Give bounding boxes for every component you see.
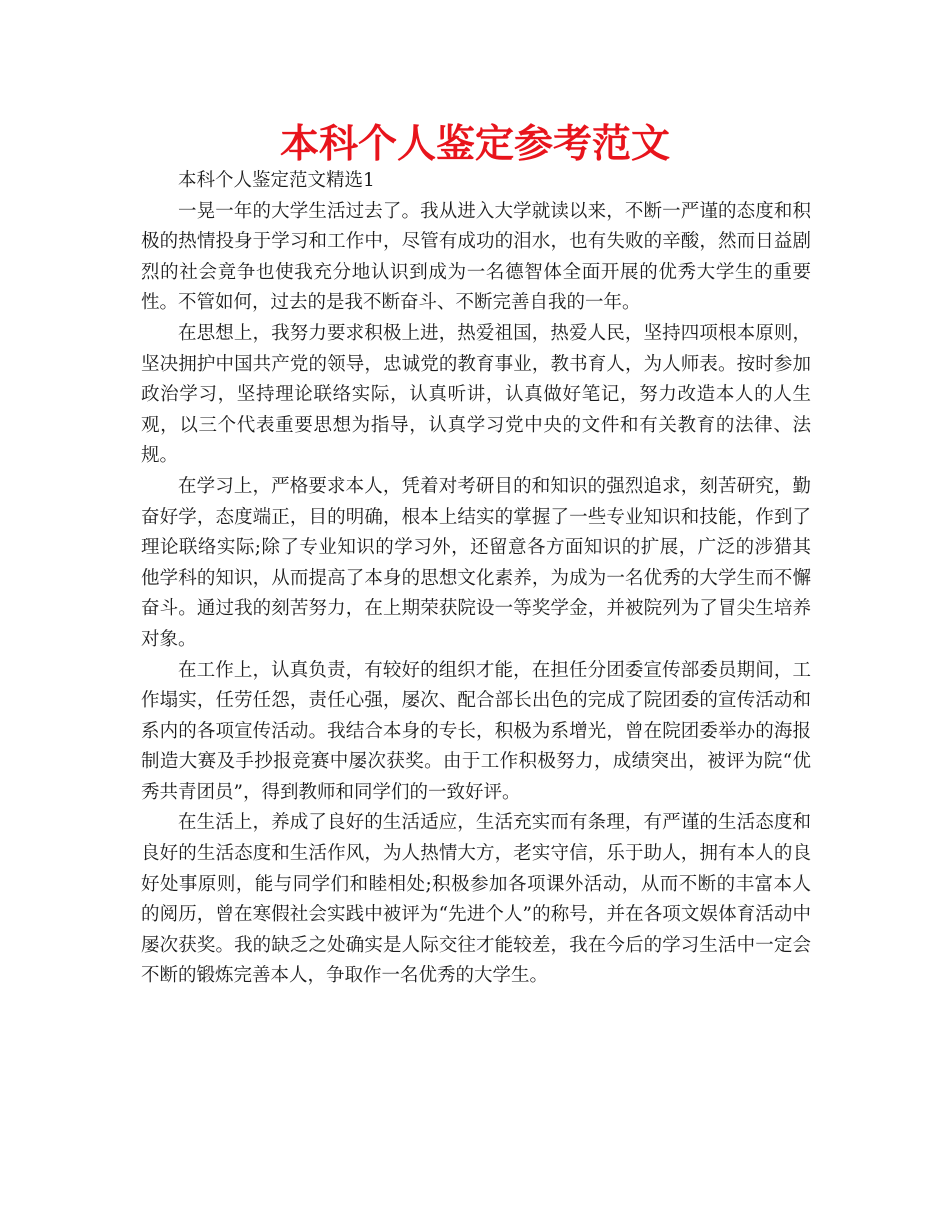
paragraph-intro: 一晃一年的大学生活过去了。我从进入大学就读以来，不断一严谨的态度和积极的热情投身于学习和工作中，尽管有成功的泪水，也有失败的辛酸，然而日益剧烈的社会竟争也使我充分地认识到成为一名德智体全面开展的优秀大学生的重要性。不管如何，过去的是我不断奋斗、不断完善自我的一年。 bbox=[141, 200, 811, 314]
paragraph-work: 在工作上，认真负责，有较好的组织才能，在担任分团委宣传部委员期间，工作塌实，任劳任怨，责任心强，屡次、配合部长出色的完成了院团委的宣传活动和系内的各项宣传活动。我结合本身的专长，积极为系增光，曾在院团委举办的海报制造大赛及手抄报竞赛中屡次获奖。由于工作积极努力，成绩突出，被评为院“优秀共青团员”，得到教师和同学们的一致好评。 bbox=[141, 659, 811, 803]
document-title: 本科个人鉴定参考范文 bbox=[279, 122, 670, 167]
paragraph-life: 在生活上，养成了良好的生活适应，生活充实而有条理，有严谨的生活态度和良好的生活态度和生活作风，为人热情大方，老实守信，乐于助人，拥有本人的良好处事原则，能与同学们和睦相处;积极参加各项课外活动，从而不断的丰富本人的阅历，曾在寒假社会实践中被评为“先进个人”的称号，并在各项文娱体育活动中屡次获奖。我的缺乏之处确实是人际交往才能较差，我在今后的学习生活中一定会不断的锻炼完善本人，争取作一名优秀的大学生。 bbox=[141, 812, 811, 987]
document-body bbox=[141, 166, 811, 992]
paragraph-study: 在学习上，严格要求本人，凭着对考研目的和知识的强烈追求，刻苦研究，勤奋好学，态度端正，目的明确，根本上结实的掌握了一些专业知识和技能，作到了理论联络实际;除了专业知识的学习外，还留意各方面知识的扩展，广泛的涉猎其他学科的知识，从而提高了本身的思想文化素养，为成为一名优秀的大学生而不懈奋斗。通过我的刻苦努力，在上期荣获院设一等奖学金，并被院列为了冒尖生培养对象。 bbox=[141, 475, 811, 650]
document-subtitle: 本科个人鉴定范文精选1 bbox=[178, 170, 375, 191]
paragraph-thought: 在思想上，我努力要求积极上进，热爱祖国，热爱人民，坚持四项根本原则，坚决拥护中国共产党的领导，忠诚党的教育事业，教书育人，为人师表。按时参加政治学习，坚持理论联络实际，认真听讲，认真做好笔记，努力改造本人的人生观，以三个代表重要思想为指导，认真学习党中央的文件和有关教育的法律、法规。 bbox=[141, 322, 811, 467]
